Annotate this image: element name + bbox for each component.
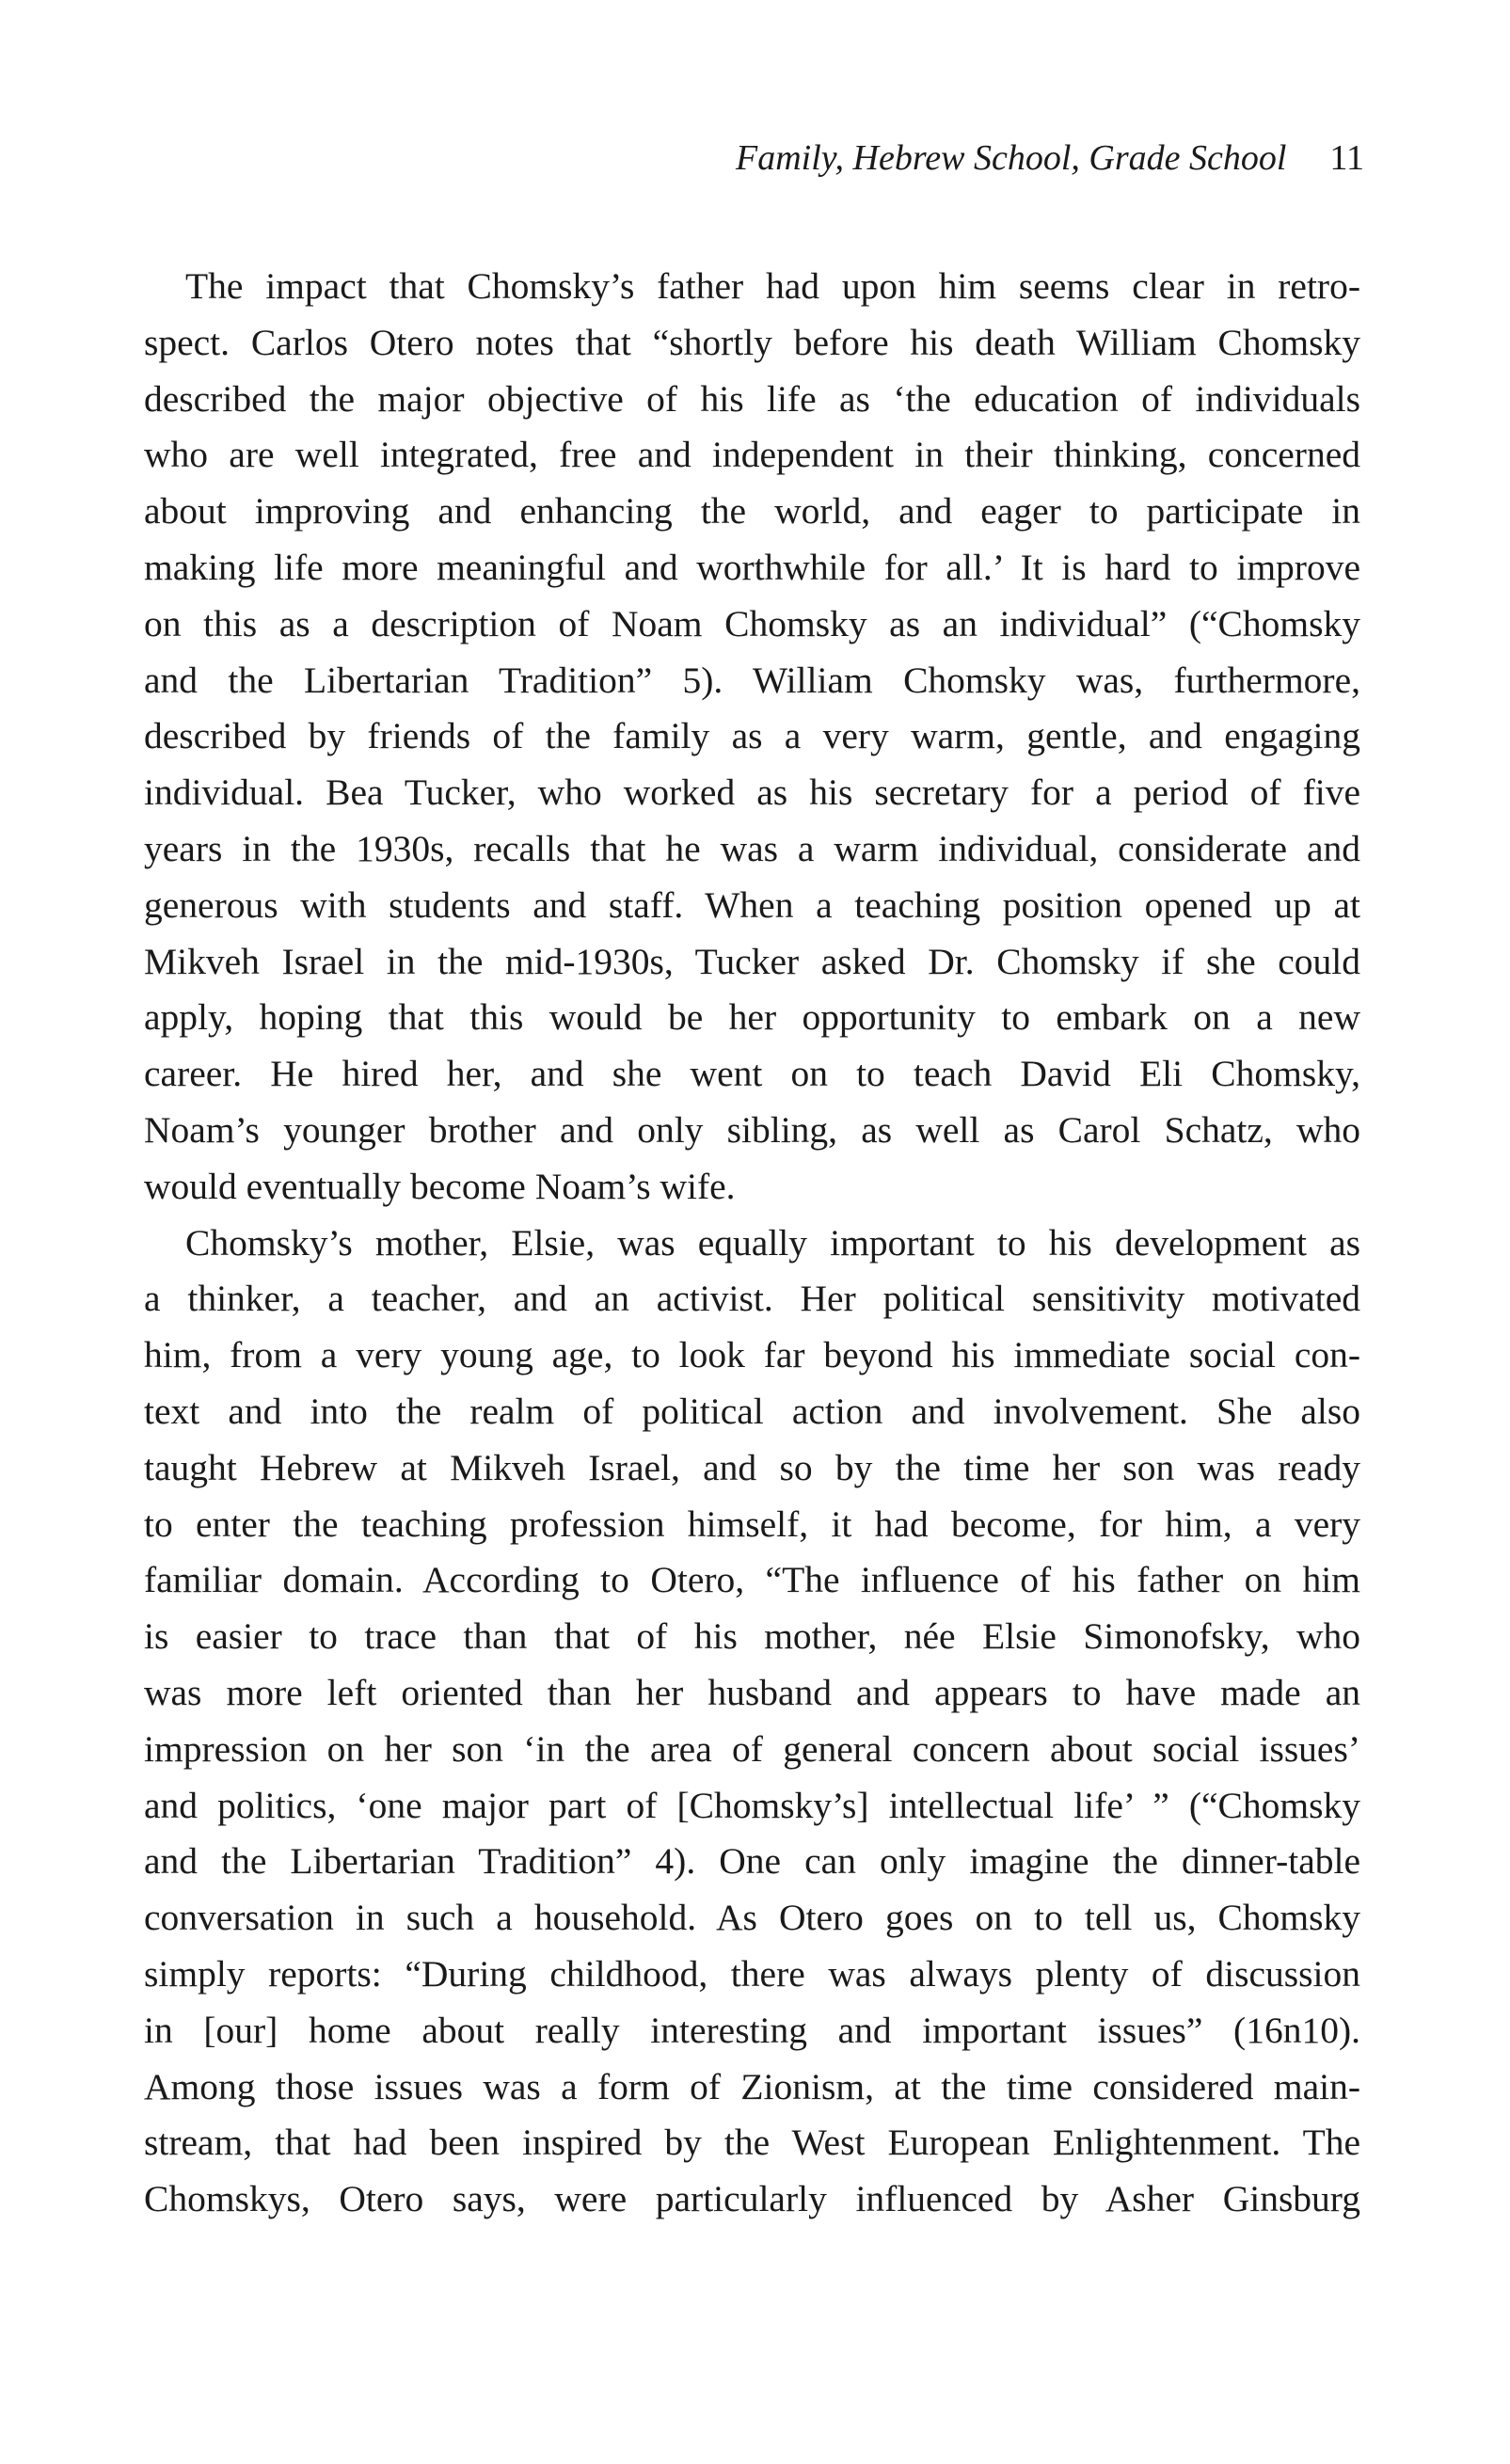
text-line: who are well integrated, free and independent in their thinking, concerned bbox=[144, 434, 1360, 476]
text-line: text and into the realm of political action and involvement. She also bbox=[144, 1390, 1360, 1432]
text-line: individual. Bea Tucker, who worked as his secretary for a period of five bbox=[144, 771, 1360, 814]
text-line: to enter the teaching profession himself, it had become, for him, a very bbox=[144, 1502, 1360, 1545]
text-line: years in the 1930s, recalls that he was a warm individual, considerate and bbox=[144, 827, 1360, 869]
text-line: apply, hoping that this would be her opportunity to embark on a new bbox=[144, 996, 1360, 1039]
text-line: career. He hired her, and she went on to teach David Eli Chomsky, bbox=[144, 1053, 1360, 1095]
text-line: simply reports: “During childhood, there was always plenty of discussion bbox=[144, 1952, 1360, 1995]
text-line: is easier to trace than that of his mother, née Elsie Simonofsky, who bbox=[144, 1615, 1360, 1658]
text-line: described the major objective of his life as ‘the education of individuals bbox=[144, 377, 1360, 420]
text-line: in [our] home about really interesting and important issues” (16n10). bbox=[144, 2009, 1360, 2051]
text-line: conversation in such a household. As Otero goes on to tell us, Chomsky bbox=[144, 1897, 1360, 1939]
text-line: Mikveh Israel in the mid-1930s, Tucker asked Dr. Chomsky if she could bbox=[144, 940, 1360, 982]
paragraph-2 bbox=[144, 1216, 1360, 2228]
text-line: making life more meaningful and worthwhile for all.’ It is hard to improve bbox=[144, 546, 1360, 588]
text-line: him, from a very young age, to look far beyond his immediate social con- bbox=[144, 1334, 1360, 1376]
text-line: Noam’s younger brother and only sibling, as well as Carol Schatz, who bbox=[144, 1108, 1360, 1151]
page-number: 11 bbox=[1329, 138, 1364, 178]
body-text bbox=[144, 259, 1360, 2228]
text-line: a thinker, a teacher, and an activist. Her political sensitivity motivated bbox=[144, 1278, 1360, 1320]
text-line: impression on her son ‘in the area of general concern about social issues’ bbox=[144, 1727, 1360, 1770]
text-line: and politics, ‘one major part of [Chomsky’s] intellectual life’ ” (“Chomsky bbox=[144, 1784, 1360, 1826]
text-line: spect. Carlos Otero notes that “shortly before his death William Chomsky bbox=[144, 321, 1360, 363]
text-line: and the Libertarian Tradition” 5). William Chomsky was, furthermore, bbox=[144, 659, 1360, 701]
text-line: familiar domain. According to Otero, “The influence of his father on him bbox=[144, 1559, 1360, 1601]
text-line: The impact that Chomsky’s father had upon him seems clear in retro- bbox=[185, 265, 1360, 307]
text-line: generous with students and staff. When a teaching position opened up at bbox=[144, 883, 1360, 926]
text-line: described by friends of the family as a very warm, gentle, and engaging bbox=[144, 715, 1360, 757]
text-line: taught Hebrew at Mikveh Israel, and so by the time her son was ready bbox=[144, 1446, 1360, 1488]
text-line: Chomsky’s mother, Elsie, was equally important to his development as bbox=[185, 1221, 1360, 1264]
text-line: Among those issues was a form of Zionism, at the time considered main- bbox=[144, 2065, 1360, 2107]
running-title: Family, Hebrew School, Grade School bbox=[736, 138, 1287, 178]
text-line: and the Libertarian Tradition” 4). One can only imagine the dinner-table bbox=[144, 1840, 1360, 1883]
text-line: on this as a description of Noam Chomsky as an individual” (“Chomsky bbox=[144, 602, 1360, 644]
text-line: about improving and enhancing the world, and eager to participate in bbox=[144, 490, 1360, 533]
text-line: would eventually become Noam’s wife. bbox=[144, 1165, 736, 1207]
text-line: Chomskys, Otero says, were particularly influenced by Asher Ginsburg bbox=[144, 2178, 1360, 2220]
paragraph-1 bbox=[144, 259, 1360, 1216]
text-line: stream, that had been inspired by the West European Enlightenment. The bbox=[144, 2122, 1360, 2164]
text-line: was more left oriented than her husband and appears to have made an bbox=[144, 1671, 1360, 1713]
running-head bbox=[141, 135, 1364, 182]
